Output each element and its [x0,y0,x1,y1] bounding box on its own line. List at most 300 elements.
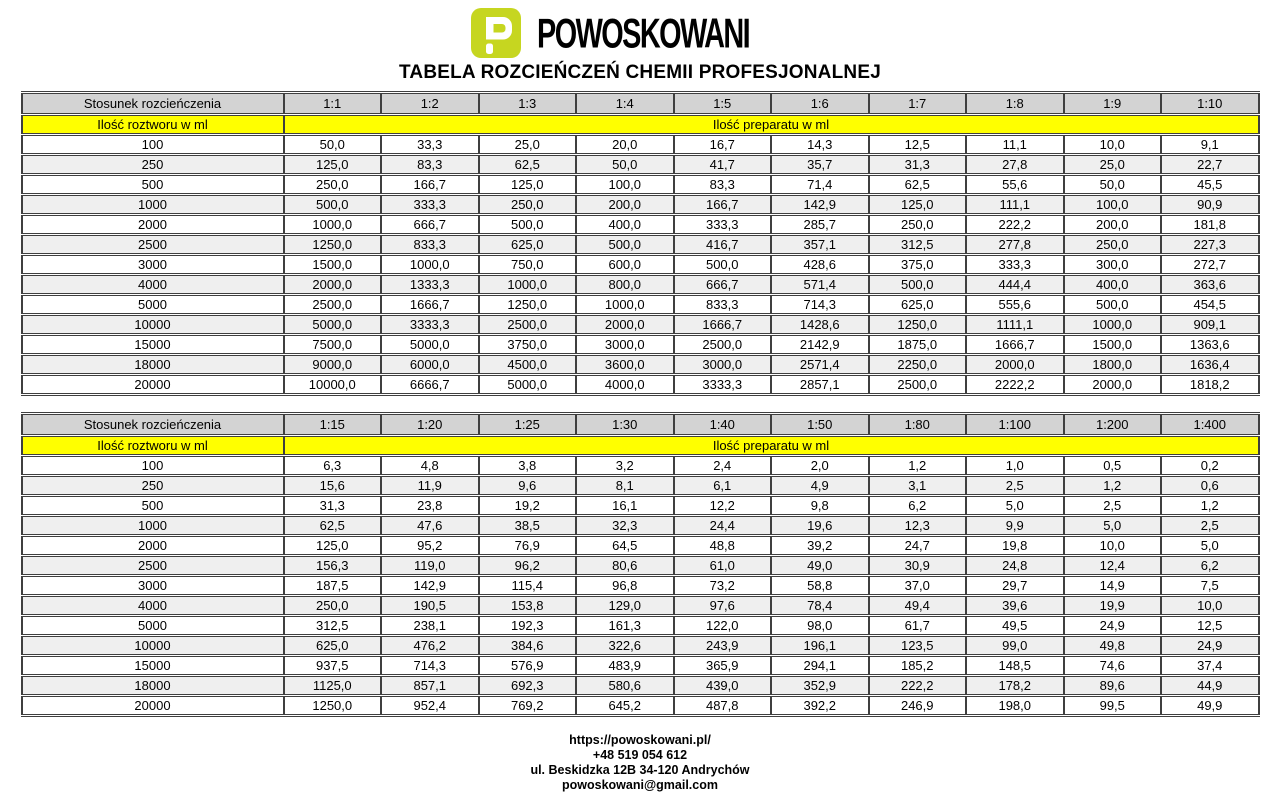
value-cell: 6000,0 [381,355,479,375]
value-cell: 714,3 [381,656,479,676]
value-cell: 2250,0 [869,355,967,375]
value-cell: 125,0 [479,175,577,195]
value-cell: 300,0 [1064,255,1162,275]
value-cell: 6,1 [674,476,772,496]
value-cell: 666,7 [381,215,479,235]
value-cell: 10,0 [1161,596,1259,616]
value-cell: 1,2 [869,456,967,476]
value-cell: 14,3 [771,135,869,155]
ratio-cell: 1:100 [966,414,1064,436]
value-cell: 428,6 [771,255,869,275]
value-cell: 1250,0 [284,696,382,716]
value-cell: 1666,7 [674,315,772,335]
ratio-cell: 1:50 [771,414,869,436]
value-cell: 1125,0 [284,676,382,696]
value-cell: 9000,0 [284,355,382,375]
footer [0,733,1280,793]
value-cell: 2,0 [771,456,869,476]
value-cell: 3750,0 [479,335,577,355]
value-cell: 111,1 [966,195,1064,215]
table-row [22,355,1259,375]
value-cell: 1500,0 [1064,335,1162,355]
value-cell: 10,0 [1064,536,1162,556]
volume-cell: 1000 [22,516,284,536]
value-cell: 400,0 [1064,275,1162,295]
value-cell: 363,6 [1161,275,1259,295]
value-cell: 96,2 [479,556,577,576]
table-row [22,636,1259,656]
value-cell: 4500,0 [479,355,577,375]
value-cell: 80,6 [576,556,674,576]
table-row [22,195,1259,215]
value-cell: 384,6 [479,636,577,656]
table-row [22,656,1259,676]
value-cell: 61,7 [869,616,967,636]
volume-cell: 10000 [22,636,284,656]
ratio-cell: 1:80 [869,414,967,436]
volume-cell: 3000 [22,255,284,275]
value-cell: 1,2 [1161,496,1259,516]
value-cell: 3333,3 [381,315,479,335]
volume-cell: 100 [22,456,284,476]
ratio-cell: 1:9 [1064,93,1162,115]
table-row [22,576,1259,596]
value-cell: 250,0 [869,215,967,235]
value-cell: 19,6 [771,516,869,536]
value-cell: 250,0 [1064,235,1162,255]
value-cell: 5000,0 [381,335,479,355]
ratio-header-row [22,93,1259,115]
value-cell: 125,0 [284,155,382,175]
value-cell: 2,5 [1161,516,1259,536]
volume-cell: 5000 [22,616,284,636]
value-cell: 190,5 [381,596,479,616]
value-cell: 27,8 [966,155,1064,175]
value-cell: 312,5 [869,235,967,255]
value-cell: 1000,0 [381,255,479,275]
value-cell: 500,0 [576,235,674,255]
volume-cell: 10000 [22,315,284,335]
value-cell: 243,9 [674,636,772,656]
value-cell: 200,0 [1064,215,1162,235]
value-cell: 185,2 [869,656,967,676]
table-row [22,155,1259,175]
ratio-header-label-cell: Stosunek rozcieńczenia [22,93,284,115]
value-cell: 76,9 [479,536,577,556]
value-cell: 64,5 [576,536,674,556]
value-cell: 9,8 [771,496,869,516]
footer-url: https://powoskowani.pl/ [569,733,711,747]
value-cell: 99,5 [1064,696,1162,716]
table-row [22,476,1259,496]
value-cell: 246,9 [869,696,967,716]
value-cell: 1000,0 [284,215,382,235]
value-cell: 444,4 [966,275,1064,295]
value-cell: 250,0 [284,596,382,616]
table-row [22,335,1259,355]
volume-cell: 18000 [22,355,284,375]
value-cell: 1500,0 [284,255,382,275]
value-cell: 32,3 [576,516,674,536]
value-cell: 24,9 [1161,636,1259,656]
dilution-table-high-ratios [21,412,1260,717]
value-cell: 277,8 [966,235,1064,255]
value-cell: 97,6 [674,596,772,616]
value-cell: 2000,0 [1064,375,1162,395]
value-cell: 1363,6 [1161,335,1259,355]
value-cell: 6,2 [869,496,967,516]
value-cell: 2222,2 [966,375,1064,395]
volume-cell: 500 [22,175,284,195]
value-cell: 74,6 [1064,656,1162,676]
value-cell: 937,5 [284,656,382,676]
table-row [22,275,1259,295]
value-cell: 2000,0 [576,315,674,335]
value-cell: 198,0 [966,696,1064,716]
value-cell: 14,9 [1064,576,1162,596]
value-cell: 2000,0 [966,355,1064,375]
volume-cell: 2500 [22,235,284,255]
value-cell: 1250,0 [869,315,967,335]
value-cell: 187,5 [284,576,382,596]
value-cell: 2571,4 [771,355,869,375]
solution-label-cell: Ilość roztworu w ml [22,436,284,456]
value-cell: 833,3 [381,235,479,255]
value-cell: 166,7 [381,175,479,195]
ratio-header-label-cell: Stosunek rozcieńczenia [22,414,284,436]
value-cell: 25,0 [479,135,577,155]
value-cell: 1000,0 [1064,315,1162,335]
value-cell: 50,0 [284,135,382,155]
value-cell: 5,0 [966,496,1064,516]
volume-cell: 20000 [22,696,284,716]
volume-cell: 2500 [22,556,284,576]
ratio-cell: 1:15 [284,414,382,436]
value-cell: 142,9 [381,576,479,596]
value-cell: 3000,0 [674,355,772,375]
value-cell: 439,0 [674,676,772,696]
value-cell: 1,2 [1064,476,1162,496]
value-cell: 49,5 [966,616,1064,636]
value-cell: 6,3 [284,456,382,476]
table-row [22,235,1259,255]
volume-cell: 250 [22,155,284,175]
value-cell: 5000,0 [284,315,382,335]
table-row [22,255,1259,275]
value-cell: 714,3 [771,295,869,315]
value-cell: 2,4 [674,456,772,476]
volume-cell: 2000 [22,536,284,556]
value-cell: 35,7 [771,155,869,175]
value-cell: 500,0 [284,195,382,215]
value-cell: 16,7 [674,135,772,155]
value-cell: 222,2 [966,215,1064,235]
value-cell: 96,8 [576,576,674,596]
value-cell: 800,0 [576,275,674,295]
ratio-cell: 1:30 [576,414,674,436]
value-cell: 500,0 [479,215,577,235]
value-cell: 2,5 [1064,496,1162,516]
value-cell: 4000,0 [576,375,674,395]
value-cell: 12,3 [869,516,967,536]
value-cell: 19,9 [1064,596,1162,616]
value-cell: 61,0 [674,556,772,576]
volume-cell: 1000 [22,195,284,215]
value-cell: 49,8 [1064,636,1162,656]
volume-cell: 500 [22,496,284,516]
value-cell: 38,5 [479,516,577,536]
preparation-label-cell: Ilość preparatu w ml [284,115,1259,135]
value-cell: 692,3 [479,676,577,696]
table-row [22,215,1259,235]
value-cell: 161,3 [576,616,674,636]
value-cell: 500,0 [1064,295,1162,315]
value-cell: 29,7 [966,576,1064,596]
value-cell: 55,6 [966,175,1064,195]
ratio-header-row [22,414,1259,436]
ratio-cell: 1:2 [381,93,479,115]
value-cell: 483,9 [576,656,674,676]
ratio-cell: 1:10 [1161,93,1259,115]
volume-cell: 20000 [22,375,284,395]
value-cell: 1333,3 [381,275,479,295]
value-cell: 1000,0 [479,275,577,295]
value-cell: 2,5 [966,476,1064,496]
preparation-label-cell: Ilość preparatu w ml [284,436,1259,456]
value-cell: 2500,0 [674,335,772,355]
value-cell: 125,0 [869,195,967,215]
value-cell: 200,0 [576,195,674,215]
value-cell: 2500,0 [869,375,967,395]
table-row [22,616,1259,636]
value-cell: 3,8 [479,456,577,476]
ratio-cell: 1:6 [771,93,869,115]
value-cell: 2500,0 [479,315,577,335]
value-cell: 1875,0 [869,335,967,355]
value-cell: 454,5 [1161,295,1259,315]
value-cell: 322,6 [576,636,674,656]
value-cell: 333,3 [966,255,1064,275]
table-row [22,295,1259,315]
value-cell: 571,4 [771,275,869,295]
volume-cell: 3000 [22,576,284,596]
volume-cell: 18000 [22,676,284,696]
footer-email: powoskowani@gmail.com [562,778,718,792]
value-cell: 25,0 [1064,155,1162,175]
value-cell: 2500,0 [284,295,382,315]
value-cell: 1666,7 [966,335,1064,355]
value-cell: 99,0 [966,636,1064,656]
value-cell: 78,4 [771,596,869,616]
value-cell: 416,7 [674,235,772,255]
value-cell: 44,9 [1161,676,1259,696]
value-cell: 4,9 [771,476,869,496]
value-cell: 0,6 [1161,476,1259,496]
value-cell: 7,5 [1161,576,1259,596]
value-cell: 580,6 [576,676,674,696]
value-cell: 3000,0 [576,335,674,355]
ratio-cell: 1:1 [284,93,382,115]
value-cell: 750,0 [479,255,577,275]
value-cell: 148,5 [966,656,1064,676]
value-cell: 285,7 [771,215,869,235]
value-cell: 83,3 [674,175,772,195]
value-cell: 2142,9 [771,335,869,355]
table-row [22,596,1259,616]
value-cell: 33,3 [381,135,479,155]
value-cell: 952,4 [381,696,479,716]
table-row [22,175,1259,195]
table-row [22,696,1259,716]
value-cell: 24,9 [1064,616,1162,636]
footer-phone: +48 519 054 612 [592,748,688,762]
value-cell: 58,8 [771,576,869,596]
value-cell: 83,3 [381,155,479,175]
table-row [22,676,1259,696]
value-cell: 600,0 [576,255,674,275]
value-cell: 769,2 [479,696,577,716]
value-cell: 555,6 [966,295,1064,315]
value-cell: 39,6 [966,596,1064,616]
value-cell: 122,0 [674,616,772,636]
value-cell: 12,4 [1064,556,1162,576]
value-cell: 375,0 [869,255,967,275]
value-cell: 20,0 [576,135,674,155]
table-row [22,556,1259,576]
ratio-cell: 1:25 [479,414,577,436]
value-cell: 6666,7 [381,375,479,395]
ratio-cell: 1:400 [1161,414,1259,436]
value-cell: 192,3 [479,616,577,636]
volume-cell: 4000 [22,596,284,616]
value-cell: 49,4 [869,596,967,616]
value-cell: 5000,0 [479,375,577,395]
value-cell: 62,5 [869,175,967,195]
value-cell: 24,8 [966,556,1064,576]
value-cell: 24,4 [674,516,772,536]
value-cell: 129,0 [576,596,674,616]
value-cell: 312,5 [284,616,382,636]
value-cell: 3333,3 [674,375,772,395]
footer-address: ul. Beskidzka 12B 34-120 Andrychów [530,763,750,777]
value-cell: 156,3 [284,556,382,576]
ratio-cell: 1:200 [1064,414,1162,436]
table-row [22,135,1259,155]
value-cell: 62,5 [284,516,382,536]
value-cell: 1,0 [966,456,1064,476]
value-cell: 909,1 [1161,315,1259,335]
value-cell: 31,3 [869,155,967,175]
value-cell: 500,0 [869,275,967,295]
ratio-cell: 1:8 [966,93,1064,115]
value-cell: 7500,0 [284,335,382,355]
logo-letter-p-stem [486,44,493,55]
value-cell: 100,0 [1064,195,1162,215]
value-cell: 24,7 [869,536,967,556]
value-cell: 857,1 [381,676,479,696]
value-cell: 19,2 [479,496,577,516]
solution-label-cell: Ilość roztworu w ml [22,115,284,135]
value-cell: 50,0 [576,155,674,175]
value-cell: 1636,4 [1161,355,1259,375]
value-cell: 8,1 [576,476,674,496]
value-cell: 1000,0 [576,295,674,315]
value-cell: 12,5 [869,135,967,155]
value-cell: 1428,6 [771,315,869,335]
value-cell: 119,0 [381,556,479,576]
powoskowani-logo-icon [471,8,521,58]
ratio-cell: 1:40 [674,414,772,436]
value-cell: 37,0 [869,576,967,596]
value-cell: 22,7 [1161,155,1259,175]
volume-cell: 2000 [22,215,284,235]
volume-cell: 100 [22,135,284,155]
value-cell: 89,6 [1064,676,1162,696]
value-cell: 625,0 [479,235,577,255]
value-cell: 645,2 [576,696,674,716]
value-cell: 95,2 [381,536,479,556]
value-cell: 125,0 [284,536,382,556]
value-cell: 115,4 [479,576,577,596]
value-cell: 39,2 [771,536,869,556]
brand-header [0,0,1280,59]
ratio-cell: 1:4 [576,93,674,115]
page-title: TABELA ROZCIEŃCZEŃ CHEMII PROFESJONALNEJ [399,62,881,83]
volume-cell: 15000 [22,656,284,676]
value-cell: 178,2 [966,676,1064,696]
value-cell: 71,4 [771,175,869,195]
value-cell: 142,9 [771,195,869,215]
units-header-row [22,436,1259,456]
dilution-table-low-ratios [21,91,1260,396]
value-cell: 294,1 [771,656,869,676]
value-cell: 15,6 [284,476,382,496]
value-cell: 2000,0 [284,275,382,295]
value-cell: 123,5 [869,636,967,656]
value-cell: 1250,0 [479,295,577,315]
volume-cell: 5000 [22,295,284,315]
value-cell: 23,8 [381,496,479,516]
value-cell: 625,0 [869,295,967,315]
value-cell: 1818,2 [1161,375,1259,395]
value-cell: 181,8 [1161,215,1259,235]
value-cell: 73,2 [674,576,772,596]
value-cell: 250,0 [284,175,382,195]
value-cell: 10000,0 [284,375,382,395]
value-cell: 1250,0 [284,235,382,255]
value-cell: 333,3 [381,195,479,215]
value-cell: 250,0 [479,195,577,215]
value-cell: 1800,0 [1064,355,1162,375]
value-cell: 3600,0 [576,355,674,375]
table-row [22,536,1259,556]
value-cell: 19,8 [966,536,1064,556]
value-cell: 3,1 [869,476,967,496]
value-cell: 272,7 [1161,255,1259,275]
brand-wordmark: POWOSKOWANI [537,10,750,56]
table-row [22,516,1259,536]
value-cell: 352,9 [771,676,869,696]
value-cell: 196,1 [771,636,869,656]
value-cell: 5,0 [1161,536,1259,556]
value-cell: 2857,1 [771,375,869,395]
units-header-row [22,115,1259,135]
value-cell: 666,7 [674,275,772,295]
value-cell: 41,7 [674,155,772,175]
value-cell: 1111,1 [966,315,1064,335]
value-cell: 476,2 [381,636,479,656]
value-cell: 5,0 [1064,516,1162,536]
